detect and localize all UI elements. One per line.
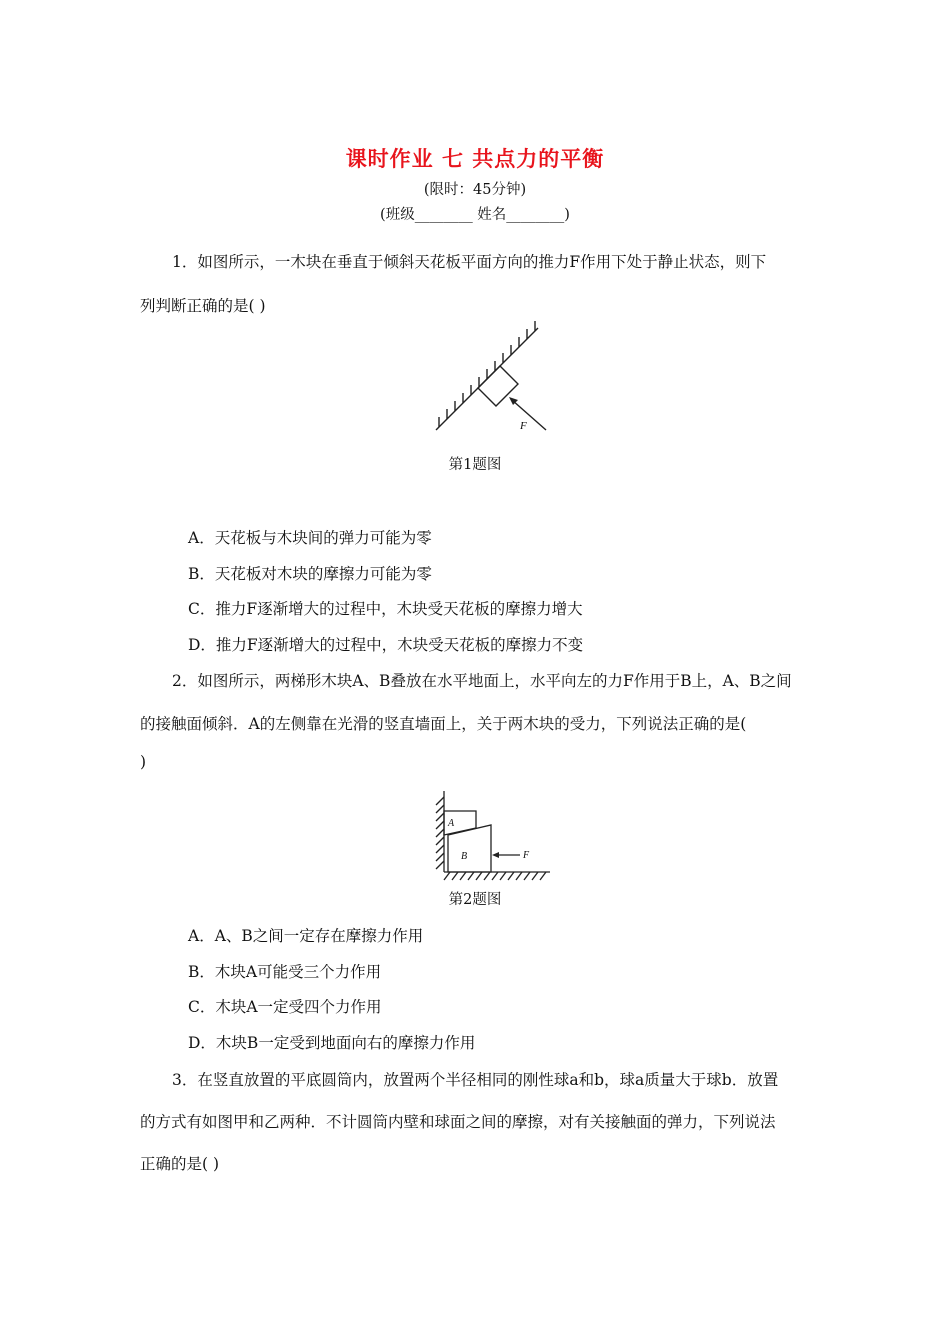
q2-option-d: D．木块B一定受到地面向右的摩擦力作用 (188, 1034, 476, 1052)
force-label: F (523, 850, 530, 861)
block-a-label: A (448, 818, 455, 829)
q2-text-line-1: 2．如图所示，两梯形木块A、B叠放在水平地面上，水平向左的力F作用于B上，A、B之间 (172, 672, 792, 690)
page-title: 课时作业 七 共点力的平衡 (345, 146, 605, 171)
q1-figure (420, 318, 560, 440)
force-label: F (520, 420, 527, 432)
time-limit: (限时：45分钟) (423, 182, 527, 198)
force-arrowhead (492, 852, 499, 858)
q3-text-line-2: 的方式有如图甲和乙两种．不计圆筒内壁和球面之间的摩擦，对有关接触面的弹力，下列说法 (140, 1113, 776, 1131)
q1-caption: 第1题图 (448, 457, 502, 473)
ceiling-hatch (439, 321, 535, 427)
q2-text-line-3: ) (140, 753, 147, 771)
q2-text-line-2: 的接触面倾斜．A的左侧靠在光滑的竖直墙面上，关于两木块的受力，下列说法正确的是( (140, 715, 747, 733)
q1-text-line-1: 1．如图所示，一木块在垂直于倾斜天花板平面方向的推力F作用下处于静止状态，则下 (172, 253, 767, 271)
q1-option-d: D．推力F逐渐增大的过程中，木块受天花板的摩擦力不变 (188, 636, 584, 654)
q2-option-a: A．A、B之间一定存在摩擦力作用 (188, 927, 424, 945)
q2-figure (428, 785, 556, 885)
class-name-line: (班级________ 姓名________) (380, 207, 570, 223)
wall-hatch (436, 797, 444, 869)
q1-option-a: A．天花板与木块间的弹力可能为零 (188, 529, 432, 547)
force-arrow-shaft (512, 400, 546, 430)
q1-text-line-2: 列判断正确的是( ) (140, 297, 266, 315)
q1-option-b: B．天花板对木块的摩擦力可能为零 (188, 565, 432, 583)
ground-hatch (444, 872, 546, 880)
q3-text-line-1: 3．在竖直放置的平底圆筒内，放置两个半径相同的刚性球a和b，球a质量大于球b．放置 (172, 1071, 779, 1089)
q3-text-line-3: 正确的是( ) (140, 1155, 220, 1173)
q2-caption: 第2题图 (448, 892, 502, 908)
block-b-label: B (461, 851, 468, 862)
q1-option-c: C．推力F逐渐增大的过程中，木块受天花板的摩擦力增大 (188, 600, 583, 618)
q2-option-b: B．木块A可能受三个力作用 (188, 963, 382, 981)
q2-option-c: C．木块A一定受四个力作用 (188, 998, 382, 1016)
